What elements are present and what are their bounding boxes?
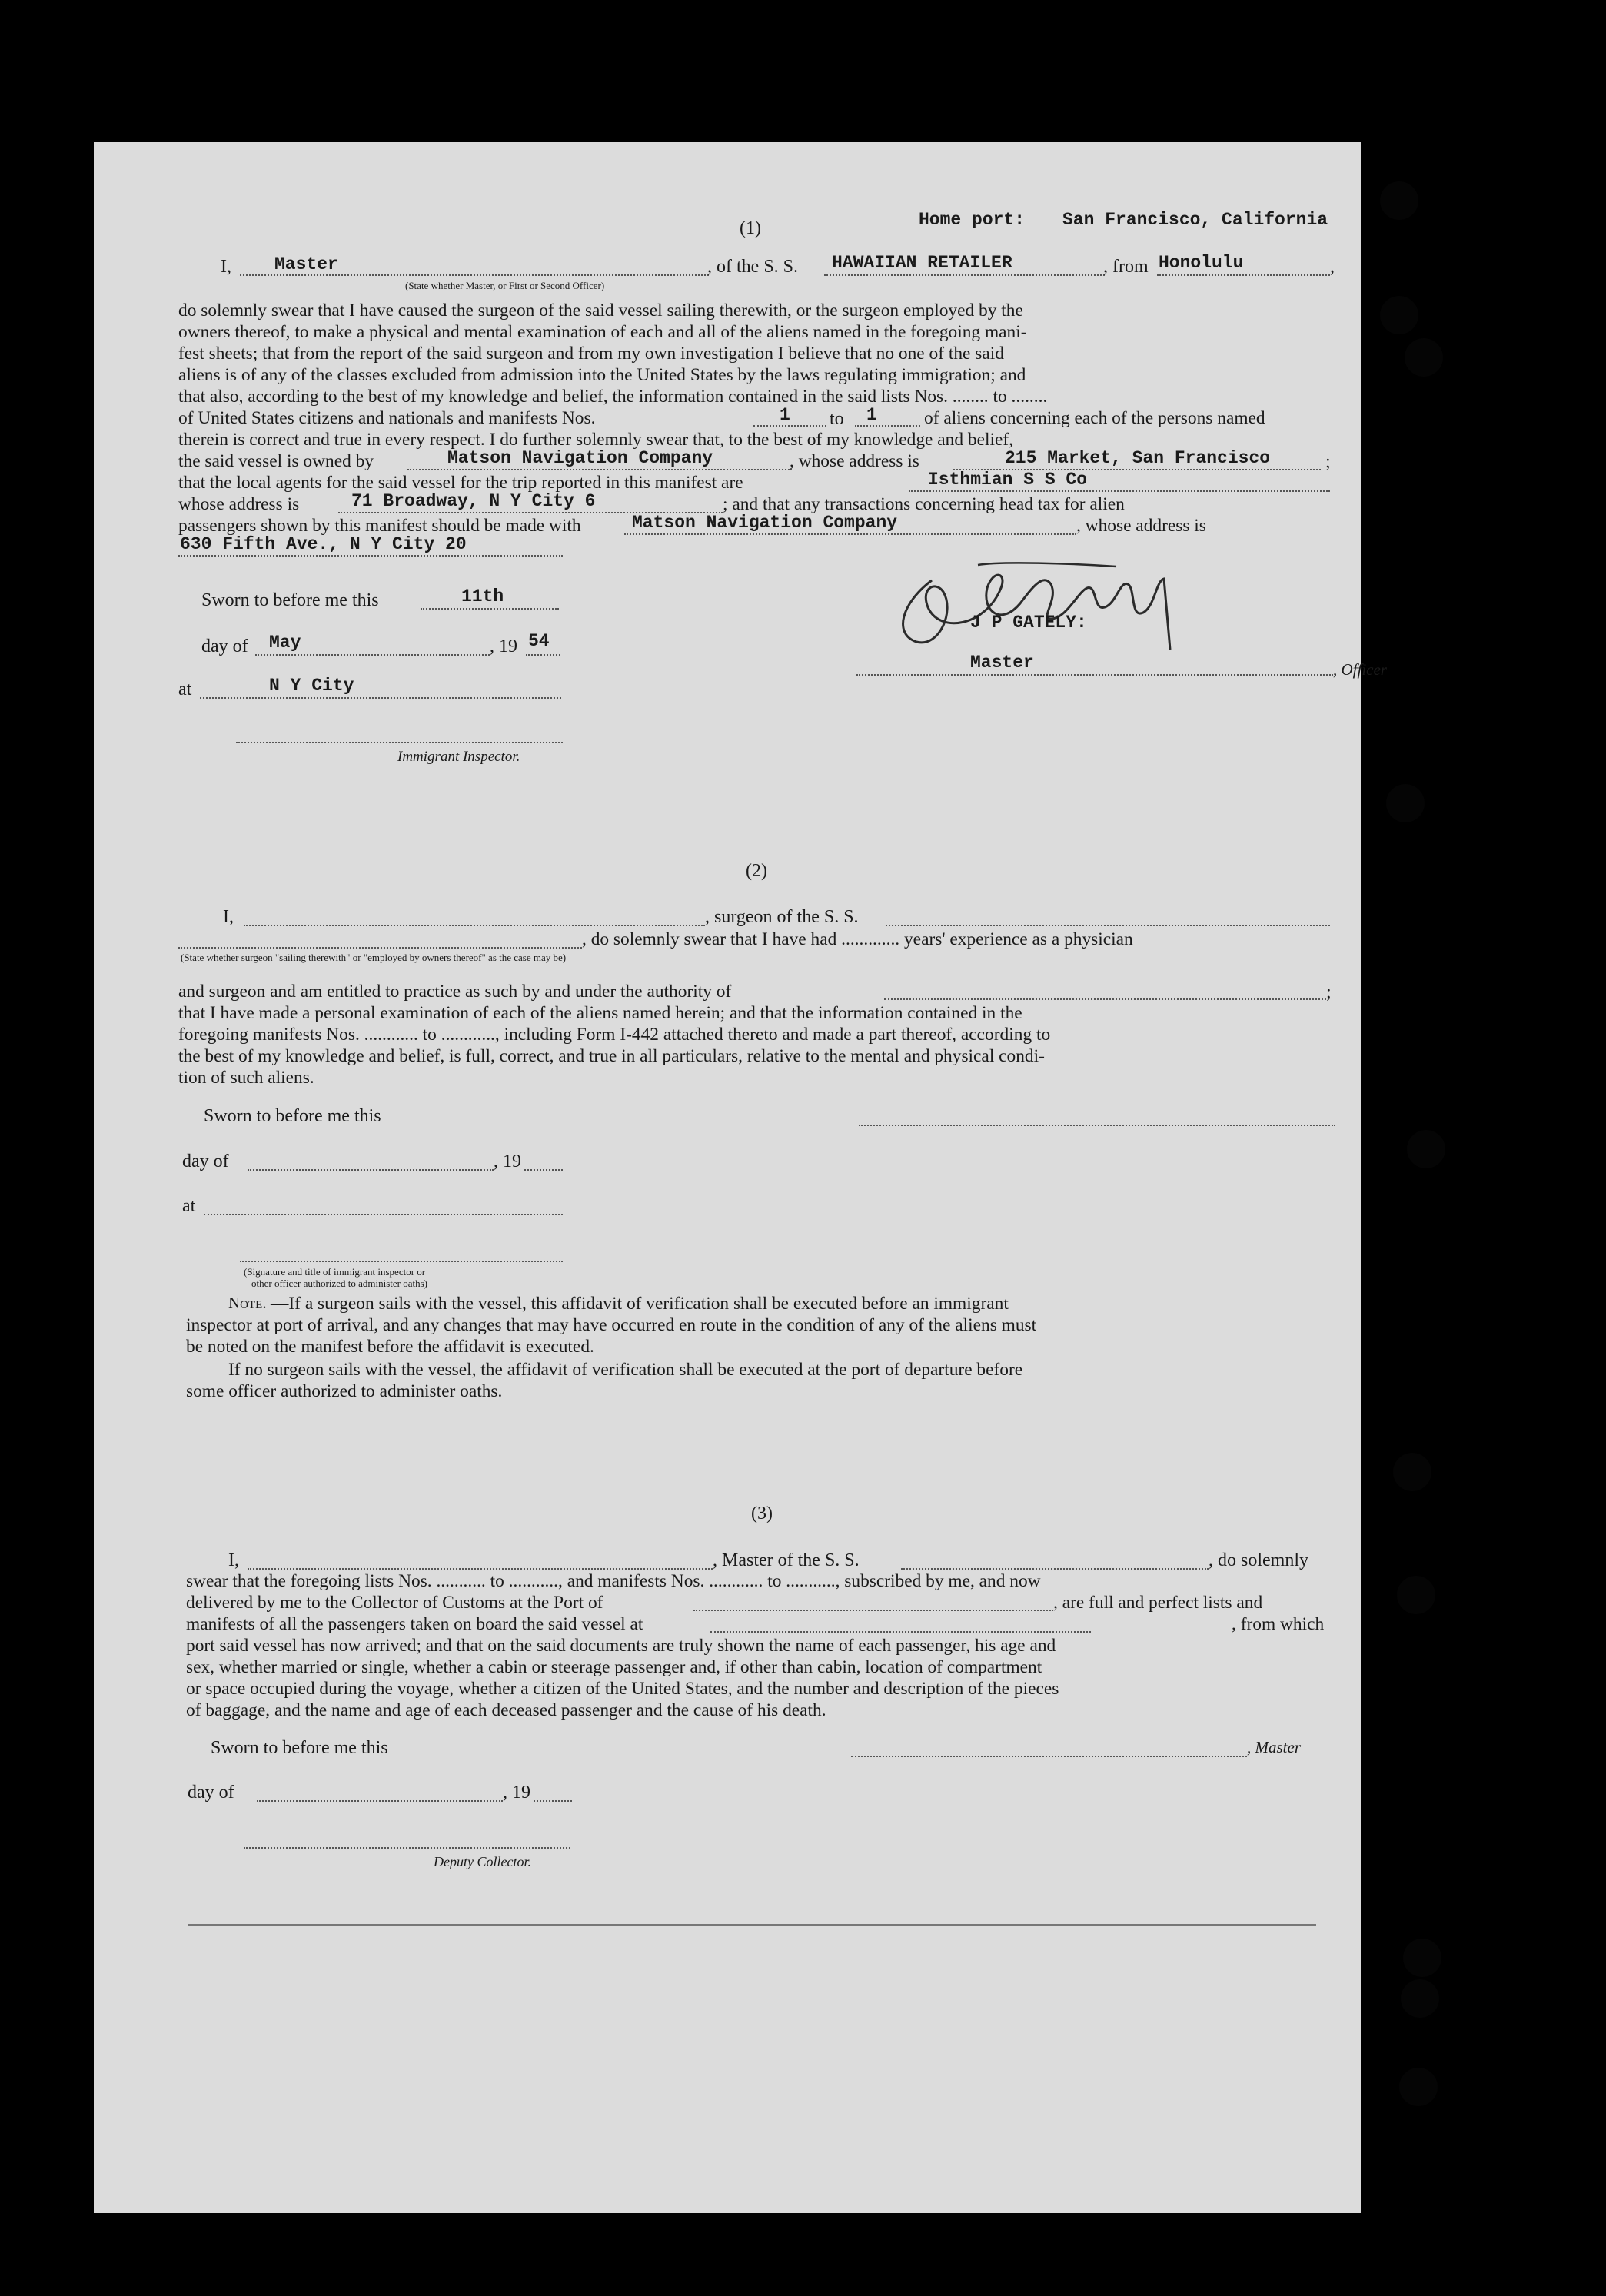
s2-month-line [248,1169,494,1171]
punch-hole-2 [1380,296,1418,334]
bottom-rule [188,1924,1316,1926]
s1-headtax-label: ; and that any transactions concerning head tax for alien [723,494,1125,514]
s3-port-line [693,1610,1053,1611]
s2-at: at [182,1196,196,1216]
s3-day-of: day of [188,1783,234,1803]
s2-sig-hint1: (Signature and title of immigrant inspector or [244,1266,426,1278]
s1-line3: owners thereof, to make a physical and mental examination of each and all of the aliens named in the foregoing mani- [178,322,1027,342]
s2-hint: (State whether surgeon "sailing therewith" or "employed by owners thereof" as the case may be) [181,952,567,963]
s3-name-line [248,1568,713,1570]
s3-line7: or space occupied during the voyage, whether a citizen of the United States, and the number and description of the pieces [186,1679,1059,1699]
s2-sig-hint2: other officer authorized to administer oaths) [251,1278,427,1289]
s2-semicolon: ; [1326,982,1332,1002]
s3-line4: manifests of all the passengers taken on board the said vessel at [186,1614,643,1634]
s3-boarding-port-line [710,1631,1091,1633]
s2-line6: the best of my knowledge and belief, is full, correct, and true in all particulars, relative to the mental and physical condi- [178,1046,1045,1066]
s3-collector: Deputy Collector. [434,1854,531,1869]
manifest-page [94,142,1387,2213]
s2-authority-line [884,998,1326,1000]
s3-year-prefix: , 19 [503,1783,530,1803]
s2-place-line [204,1214,563,1215]
punch-hole-9 [1401,1979,1439,2018]
s3-line6: sex, whether married or single, whether a cabin or steerage passenger and, if other than cabin, location of compartment [186,1657,1042,1677]
s2-year-line [524,1169,563,1171]
s1-line7a: of United States citizens and nationals and manifests Nos. [178,408,596,428]
s3-line2: swear that the foregoing lists Nos. ........... to ..........., and manifests Nos. ............ to ..........., subscribed by me, and now [186,1571,1041,1591]
s2-line5: foregoing manifests Nos. ............ to ............, including Form I-442 attached thereto and made a part thereof, according to [178,1025,1051,1045]
s1-sworn-day: 11th [461,586,504,606]
s1-owner-address: 215 Market, San Francisco [1005,448,1271,468]
punch-hole-7 [1397,1576,1435,1614]
s1-signer-title: Master [970,653,1034,673]
s1-semicolon: ; [1325,452,1331,472]
s1-agents-label: that the local agents for the said vessel for the trip reported in this manifest are [178,473,743,493]
home-port-value: San Francisco, California [1062,210,1328,230]
s2-swear: , do solemnly swear that I have had ............. years' experience as a physician [582,929,1133,949]
s2-note5: some officer authorized to administer oaths. [186,1381,503,1401]
s1-inspector-line [236,742,563,743]
s2-name-line [244,925,705,926]
s2-authority-signature-line [240,1261,563,1262]
s1-owner-addr-label: , whose address is [790,451,919,471]
section-2-number: (2) [746,861,767,881]
s1-line7b: of aliens concerning each of the persons named [924,408,1265,428]
s1-officer: , Officer [1333,660,1387,679]
s1-place: N Y City [269,676,354,696]
section-3-number: (3) [751,1504,773,1523]
punch-hole-8 [1403,1939,1441,1977]
s3-master: , Master [1247,1738,1301,1756]
punch-hole-10 [1399,2068,1438,2106]
s1-line12b: , whose address is [1076,516,1206,536]
s1-signer: J P GATELY: [970,613,1087,633]
s2-note1: —If a surgeon sails with the vessel, this affidavit of verification shall be executed before an immigrant [271,1294,1009,1314]
s2-line7: tion of such aliens. [178,1068,314,1088]
punch-hole-4 [1386,784,1425,822]
s3-master-of: , Master of the S. S. [713,1550,860,1570]
s1-headtax-party-line [624,533,1076,535]
s3-do-solemnly: , do solemnly [1209,1550,1308,1570]
s1-rank-hint: (State whether Master, or First or Second Officer) [405,280,605,291]
s2-signature-line [859,1125,1335,1126]
s2-line3: and surgeon and am entitled to practice as such by and under the authority of [178,982,732,1002]
s1-agent-addr-label: whose address is [178,494,300,514]
s3-line8: of baggage, and the name and age of each deceased passenger and the cause of his death. [186,1700,826,1720]
s1-owner: Matson Navigation Company [447,448,713,468]
s1-from-line [1157,274,1330,276]
s2-note-label: Note. [228,1294,267,1312]
s1-rank-line [240,274,709,276]
s1-line5: aliens is of any of the classes excluded from admission into the United States by the laws regulating immigration; and [178,365,1026,385]
s1-from-label: , from [1103,257,1149,277]
s2-vessel-line [886,925,1330,926]
s2-surgeon-of: , surgeon of the S. S. [705,907,859,927]
s1-inspector: Immigrant Inspector. [397,749,520,765]
s1-line8: therein is correct and true in every respect. I do further solemnly swear that, to the best of my knowledge and belief, [178,430,1013,450]
s1-from-port: Honolulu [1159,253,1244,273]
s2-year-prefix: , 19 [494,1151,521,1171]
s1-agents-line [909,490,1330,492]
section-1-number: (1) [740,218,761,238]
s3-vessel-line [901,1568,1209,1570]
s1-month-line [255,654,490,656]
s3-sworn: Sworn to before me this [211,1738,388,1758]
s1-i: I, [221,257,231,277]
s1-year: 54 [528,631,550,651]
s1-vessel-line [824,274,1105,276]
s1-agent-address: 71 Broadway, N Y City 6 [351,491,596,511]
s1-agents: Isthmian S S Co [928,470,1088,490]
s1-headtax-address: 630 Fifth Ave., N Y City 20 [180,534,467,554]
s2-status-line [178,947,582,949]
s2-sworn: Sworn to before me this [204,1106,381,1126]
s1-owner-line [407,469,792,470]
s1-sworn-day-line [421,608,559,610]
s1-of-ss: , of the S. S. [707,257,799,277]
s1-vessel: HAWAIIAN RETAILER [832,253,1012,273]
s1-day-of: day of [201,636,248,656]
punch-hole-3 [1405,338,1443,377]
s1-at: at [178,679,192,699]
s2-line4: that I have made a personal examination of each of the aliens named herein; and that the information contained in the [178,1003,1022,1023]
s2-day-of: day of [182,1151,229,1171]
s2-note3: be noted on the manifest before the affidavit is executed. [186,1337,594,1357]
s1-rank: Master [274,254,338,274]
home-port-label: Home port: [919,210,1026,230]
s2-i: I, [223,907,234,927]
punch-hole-6 [1393,1453,1431,1491]
s1-headtax-party: Matson Navigation Company [632,513,898,533]
punch-hole-1 [1380,181,1418,220]
s1-manifest-to: 1 [866,405,877,425]
s1-year-line [526,654,560,656]
s2-note2: inspector at port of arrival, and any changes that may have occurred en route in the condition of any of the aliens must [186,1315,1037,1335]
s3-year-line [534,1800,572,1802]
s1-line6: that also, according to the best of my knowledge and belief, the information contained in the said lists Nos. ........ to ........ [178,387,1048,407]
s1-sworn: Sworn to before me this [201,590,379,610]
punch-hole-5 [1407,1130,1445,1168]
s1-month: May [269,633,301,653]
s1-manifest-from: 1 [780,405,790,425]
s2-note4: If no surgeon sails with the vessel, the affidavit of verification shall be executed at the port of departure before [228,1360,1023,1380]
s1-to: to [830,409,844,429]
s1-signer-title-line [856,674,1333,676]
s1-comma: , [1330,257,1335,277]
s1-manifest-from-line [753,425,826,427]
s3-line3b: , are full and perfect lists and [1053,1593,1263,1613]
master-signature [886,557,1209,657]
s1-place-line [200,697,561,699]
s1-line2: do solemnly swear that I have caused the surgeon of the said vessel sailing therewith, or the surgeon employed by the [178,301,1023,321]
s1-manifest-to-line [855,425,920,427]
s3-signature-line [851,1756,1247,1757]
s3-line4b: , from which [1232,1614,1325,1634]
s1-owned-label: the said vessel is owned by [178,451,374,471]
s1-line12a: passengers shown by this manifest should be made with [178,516,581,536]
s3-i: I, [228,1550,239,1570]
s3-line3: delivered by me to the Collector of Customs at the Port of [186,1593,603,1613]
s1-line4: fest sheets; that from the report of the said surgeon and from my own investigation I believe that no one of the said [178,344,1004,364]
s3-line5: port said vessel has now arrived; and that on the said documents are truly shown the name of each passenger, his age and [186,1636,1056,1656]
s1-headtax-address-line [178,555,563,557]
s1-year-prefix: , 19 [490,636,517,656]
s3-month-line [257,1800,503,1802]
s3-collector-line [244,1847,570,1849]
